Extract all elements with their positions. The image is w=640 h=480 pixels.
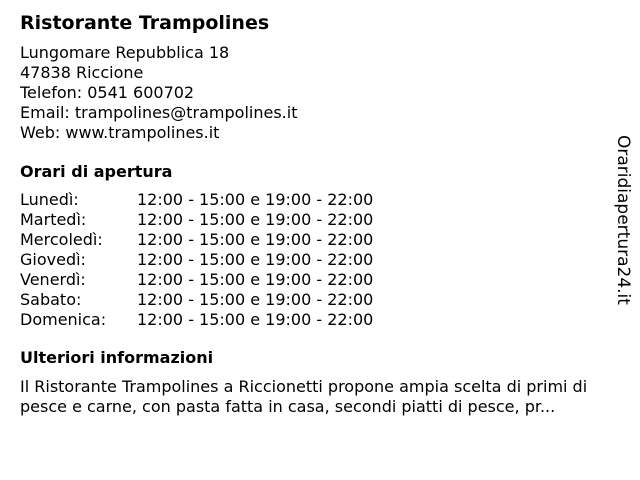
- email-address: Email: trampolines@trampolines.it: [20, 103, 298, 122]
- time-range: 12:00 - 15:00 e 19:00 - 22:00: [137, 250, 374, 269]
- description-text: Il Ristorante Trampolines a Riccionetti propone ampia scelta di primi di pesce e carne, con pasta fatta in casa, secondi piatti di pesce, pr...: [20, 377, 588, 416]
- hours-row: [20, 250, 610, 270]
- more-info-heading: Ulteriori informazioni: [20, 348, 214, 367]
- hours-row: [20, 270, 610, 290]
- site-watermark: Oraridiapertura24.it: [613, 135, 633, 305]
- restaurant-card: [20, 10, 610, 417]
- address-city: 47838 Riccione: [20, 63, 144, 82]
- day-label: Venerdì:: [20, 270, 86, 289]
- hours-row: [20, 190, 610, 210]
- time-range: 12:00 - 15:00 e 19:00 - 22:00: [137, 270, 374, 289]
- website: Web: www.trampolines.it: [20, 123, 220, 142]
- day-label: Lunedì:: [20, 190, 79, 209]
- day-label: Martedì:: [20, 210, 87, 229]
- hours-row: [20, 210, 610, 230]
- restaurant-name: Ristorante Trampolines: [20, 12, 270, 34]
- hours-row: [20, 290, 610, 310]
- day-label: Giovedì:: [20, 250, 86, 269]
- time-range: 12:00 - 15:00 e 19:00 - 22:00: [137, 190, 374, 209]
- contact-block: [20, 43, 610, 143]
- phone-number: Telefon: 0541 600702: [20, 83, 195, 102]
- time-range: 12:00 - 15:00 e 19:00 - 22:00: [137, 290, 374, 309]
- time-range: 12:00 - 15:00 e 19:00 - 22:00: [137, 310, 374, 329]
- opening-hours-table: [20, 190, 610, 330]
- day-label: Mercoledì:: [20, 230, 103, 249]
- time-range: 12:00 - 15:00 e 19:00 - 22:00: [137, 210, 374, 229]
- address-street: Lungomare Repubblica 18: [20, 43, 230, 62]
- hours-row: [20, 310, 610, 330]
- hours-row: [20, 230, 610, 250]
- opening-hours-heading: Orari di apertura: [20, 162, 173, 181]
- time-range: 12:00 - 15:00 e 19:00 - 22:00: [137, 230, 374, 249]
- day-label: Sabato:: [20, 290, 82, 309]
- day-label: Domenica:: [20, 310, 107, 329]
